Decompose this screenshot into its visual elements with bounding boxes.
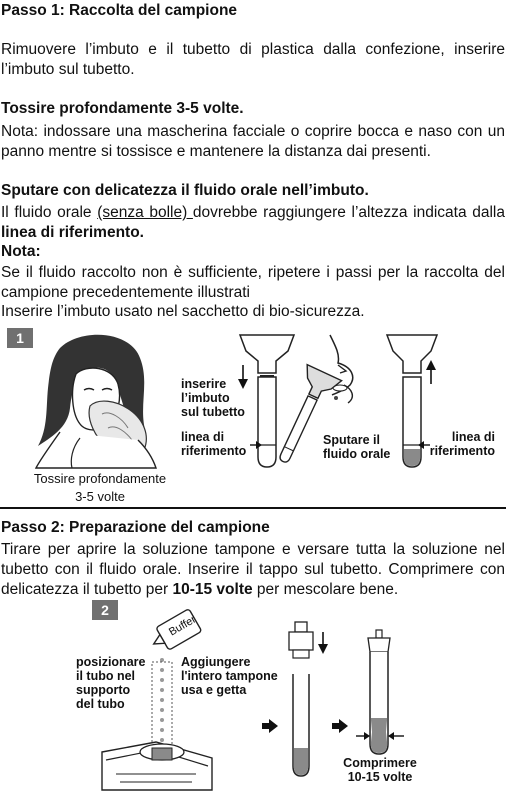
step2-text-a: Tirare per aprire la soluzione tampone e versare tutta la soluzione nel tubetto con il fluido orale. Inserire il tappo sul tubetto. Comprimere con delicatezza il tubetto per: [1, 541, 505, 598]
coughing-woman-illustration: [20, 328, 170, 468]
label-add-line-2: l'intero tampone: [181, 669, 278, 683]
label-spit-fluid: [323, 433, 390, 461]
label-spit-line-1: Sputare il: [323, 433, 380, 447]
step1-title: Passo 1: Raccolta del campione: [1, 2, 238, 19]
step2-badge: 2: [92, 600, 118, 620]
caption-line-1: Tossire profondamente: [33, 471, 167, 486]
fluid-text-a: Il fluido orale: [1, 204, 98, 221]
label-add-line-3: usa e getta: [181, 683, 247, 697]
label-add-buffer: [181, 655, 278, 697]
step1-badge: 1: [7, 328, 33, 348]
squeeze-tube-illustration: [356, 628, 406, 758]
label-squeeze-line-2: 10-15 volte: [347, 770, 413, 784]
fluid-text-reference-line: linea di riferimento.: [1, 224, 144, 241]
step1-paragraph-remove: Rimuovere l’imbuto e il tubetto di plastica dalla confezione, inserire l’imbuto sul tubetto.: [1, 41, 505, 78]
label-insert-line-3: sul tubetto: [181, 405, 245, 419]
tube-rack-illustration: [96, 712, 216, 790]
step2-text-b: per mescolare bene.: [252, 581, 399, 598]
label-line-left-1: linea di: [181, 430, 225, 444]
nota-label: Nota:: [1, 243, 41, 260]
fluid-text-b: dovrebbe raggiungere l’altezza indicata dalla: [192, 204, 505, 221]
step2-text-bold: 10-15 volte: [172, 581, 253, 598]
label-place-line-3: supporto: [76, 683, 131, 697]
arrow-down-cap-icon: [318, 632, 328, 654]
label-place-line-4: del tubo: [76, 697, 125, 711]
label-insert-funnel: [181, 377, 245, 419]
label-insert-line-2: l’imbuto: [181, 391, 230, 405]
step1-heading-spit: Sputare con delicatezza il fluido orale nell’imbuto.: [1, 182, 369, 199]
label-add-line-1: Aggiungere: [181, 655, 251, 669]
arrow-up-icon: [426, 360, 436, 384]
fluid-text-no-bubbles: (senza bolle): [97, 204, 193, 221]
label-place-line-1: posizionare: [76, 655, 146, 669]
arrow-left-pointer-icon: [418, 440, 430, 450]
buffer-label: Buffer: [166, 613, 199, 639]
label-insert-line-1: inserire: [181, 377, 227, 391]
label-reference-line-left: [181, 430, 246, 458]
nota-paragraph-biosafety: Inserire l’imbuto usato nel sacchetto di bio-sicurezza.: [1, 303, 365, 320]
label-line-left-2: riferimento: [181, 444, 247, 458]
figure1-caption: [10, 470, 190, 506]
arrow-right-icon-2: [332, 719, 348, 733]
step2-title: Passo 2: Preparazione del campione: [1, 519, 270, 536]
caption-line-2: 3-5 volte: [75, 489, 125, 504]
label-squeeze-line-1: Comprimere: [343, 756, 417, 770]
label-line-right-2: riferimento: [429, 444, 495, 458]
label-squeeze: [340, 756, 420, 784]
section-divider: [0, 507, 506, 509]
label-place-line-2: il tubo nel: [76, 669, 136, 683]
step1-paragraph-fluid: [1, 203, 505, 243]
arrow-right-icon: [262, 719, 278, 733]
step1-heading-cough: Tossire profondamente 3-5 volte.: [1, 100, 244, 117]
arrow-right-pointer-icon: [250, 440, 262, 450]
label-spit-line-2: fluido orale: [323, 447, 391, 461]
step1-paragraph-mask-note: Nota: indossare una mascherina facciale o coprire bocca e naso con un panno mentre si tossisce e mantenere la distanza dai presenti.: [1, 123, 505, 160]
nota-paragraph-repeat: Se il fluido raccolto non è sufficiente, ripetere i passi per la raccolta del campione precedentemente illustrati: [1, 264, 505, 301]
label-reference-line-right: [427, 430, 495, 458]
step2-paragraph: [1, 540, 505, 600]
label-line-right-1: linea di: [451, 430, 495, 444]
label-place-tube: [76, 655, 145, 711]
